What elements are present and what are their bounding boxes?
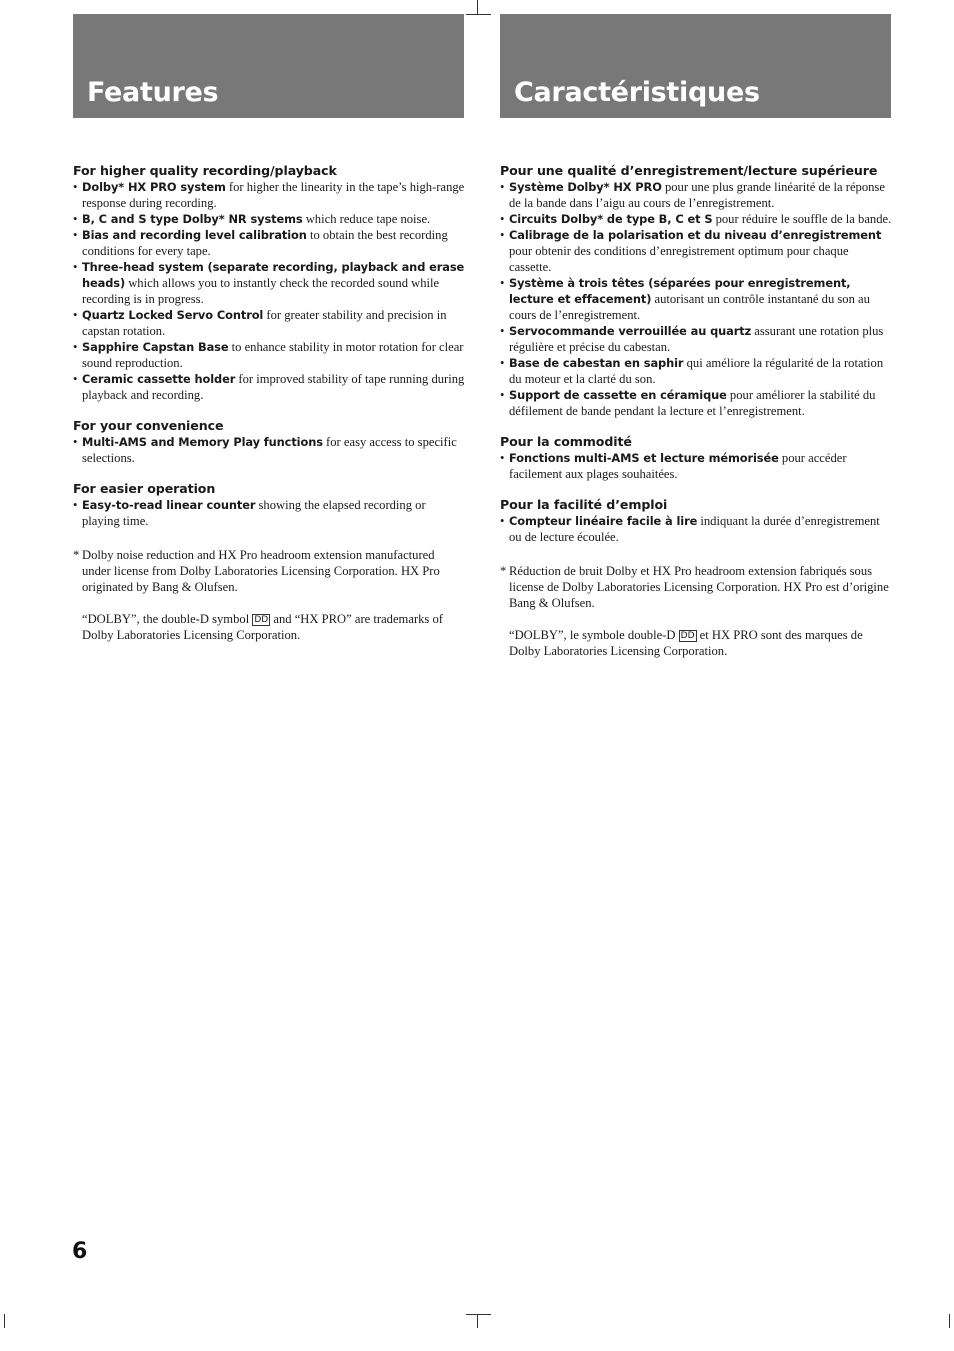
list-item <box>500 513 892 545</box>
list-item <box>73 227 465 259</box>
feature-name: Base de cabestan en saphir <box>509 356 684 370</box>
bullet-icon: • <box>73 498 78 512</box>
feature-name: Bias and recording level calibration <box>82 228 307 242</box>
features-banner <box>73 14 464 118</box>
list-item <box>73 259 465 307</box>
feature-name: Circuits Dolby* de type B, C et S <box>509 212 713 226</box>
page-number: 6 <box>72 1239 88 1264</box>
feature-description: for greater stability and precision in capstan rotation. <box>82 308 447 338</box>
feature-name: Quartz Locked Servo Control <box>82 308 264 322</box>
feature-name: Fonctions multi-AMS et lecture mémorisée <box>509 451 779 465</box>
crop-mark-left <box>4 1314 5 1328</box>
feature-description: assurant une rotation plus régulière et précise du cabestan. <box>509 324 884 354</box>
section-heading: Pour la facilité d’emploi <box>500 497 668 512</box>
footnote <box>500 563 892 659</box>
feature-name: Compteur linéaire facile à lire <box>509 514 698 528</box>
bullet-icon: • <box>73 180 78 194</box>
english-column <box>73 162 465 659</box>
feature-list <box>73 179 465 403</box>
feature-description: which reduce tape noise. <box>302 212 431 226</box>
feature-list <box>73 497 465 529</box>
footnote-marker: * <box>500 564 507 578</box>
feature-name: Three-head system (separate recording, playback and erase heads) <box>82 260 465 290</box>
crop-mark-right <box>949 1314 950 1328</box>
footnote-text: Dolby noise reduction and HX Pro headroom extension manufactured under license from Dolby Laboratories Licensing Corporation. HX Pro originated by Bang & Olufsen. <box>82 548 440 594</box>
list-item <box>500 355 892 387</box>
section-heading: Pour la commodité <box>500 434 632 449</box>
feature-section <box>73 162 465 403</box>
feature-description: qui améliore la régularité de la rotation du moteur et la clarté du son. <box>509 356 884 386</box>
feature-description: to enhance stability in motor rotation for clear sound reproduction. <box>82 340 464 370</box>
bullet-icon: • <box>500 356 505 370</box>
feature-name: B, C and S type Dolby* NR systems <box>82 212 303 226</box>
list-item <box>500 450 892 482</box>
feature-section <box>500 496 892 545</box>
bullet-icon: • <box>500 451 505 465</box>
bullet-icon: • <box>500 388 505 402</box>
section-heading: Pour une qualité d’enregistrement/lecture supérieure <box>500 163 878 178</box>
dolby-dd-icon: DD <box>680 631 695 641</box>
feature-description: to obtain the best recording conditions for every tape. <box>82 228 448 258</box>
list-item <box>73 497 465 529</box>
list-item <box>73 307 465 339</box>
footnote <box>73 547 465 643</box>
feature-name: Dolby* HX PRO system <box>82 180 226 194</box>
bullet-icon: • <box>73 308 78 322</box>
feature-description: for easy access to specific selections. <box>82 435 457 465</box>
footnote-marker: * <box>73 548 80 562</box>
bullet-icon: • <box>73 340 78 354</box>
feature-description: pour réduire le souffle de la bande. <box>712 212 892 226</box>
feature-description: pour obtenir des conditions d’enregistrement optimum pour chaque cassette. <box>509 244 849 274</box>
feature-section <box>73 417 465 466</box>
bullet-icon: • <box>500 228 505 242</box>
page-title-fr: Caractéristiques <box>514 77 760 108</box>
feature-description: for improved stability of tape running during playback and recording. <box>82 372 465 402</box>
feature-name: Multi-AMS and Memory Play functions <box>82 435 323 449</box>
feature-description: indiquant la durée d’enregistrement ou de lecture écoulée. <box>509 514 880 544</box>
feature-name: Ceramic cassette holder <box>82 372 236 386</box>
bullet-icon: • <box>500 212 505 226</box>
feature-name: Easy-to-read linear counter <box>82 498 256 512</box>
feature-description: pour améliorer la stabilité du défilement de bande pendant la lecture et l’enregistrement. <box>509 388 876 418</box>
feature-name: Calibrage de la polarisation et du niveau d’enregistrement <box>509 228 882 242</box>
bullet-icon: • <box>73 228 78 242</box>
caracteristiques-banner <box>500 14 891 118</box>
feature-section <box>500 433 892 482</box>
crop-mark-top <box>477 0 478 14</box>
feature-name: Système à trois têtes (séparées pour enregistrement, lecture et effacement) <box>509 276 851 306</box>
french-column <box>500 162 892 675</box>
bullet-icon: • <box>73 260 78 274</box>
bullet-icon: • <box>500 514 505 528</box>
feature-name: Système Dolby* HX PRO <box>509 180 662 194</box>
crop-mark-top-h <box>466 14 491 15</box>
bullet-icon: • <box>73 372 78 386</box>
bullet-icon: • <box>73 212 78 226</box>
feature-name: Servocommande verrouillée au quartz <box>509 324 752 338</box>
feature-list <box>500 450 892 482</box>
list-item <box>73 371 465 403</box>
list-item <box>500 179 892 211</box>
list-item <box>500 227 892 275</box>
feature-name: Sapphire Capstan Base <box>82 340 229 354</box>
list-item <box>500 211 892 227</box>
feature-list <box>73 434 465 466</box>
crop-mark-bottom <box>477 1314 478 1328</box>
feature-description: autorisant un contrôle instantané du son au cours de l’enregistrement. <box>509 292 870 322</box>
feature-list <box>500 513 892 545</box>
feature-description: pour une plus grande linéarité de la réponse de la bande dans l’aigu au cours de l’enregistrement. <box>509 180 885 210</box>
trademark-text: “DOLBY”, le symbole double-D DD et HX PRO sont des marques de Dolby Laboratories Licensing Corporation. <box>509 628 863 658</box>
french-sections <box>500 162 892 545</box>
feature-description: for higher the linearity in the tape’s high-range response during recording. <box>82 180 465 210</box>
crop-mark-bottom-h <box>466 1314 491 1315</box>
section-heading: For higher quality recording/playback <box>73 163 337 178</box>
bullet-icon: • <box>500 276 505 290</box>
dolby-dd-icon: DD <box>254 615 269 625</box>
trademark-text: “DOLBY”, the double-D symbol DD and “HX PRO” are trademarks of Dolby Laboratories Licensing Corporation. <box>82 612 443 642</box>
feature-section <box>500 162 892 419</box>
footnote-text: Réduction de bruit Dolby et HX Pro headroom extension fabriqués sous license de Dolby Laboratories Licensing Corporation. HX Pro est d’origine Bang & Olufsen. <box>509 564 889 610</box>
list-item <box>73 211 465 227</box>
feature-description: which allows you to instantly check the recorded sound while recording is in progress. <box>82 276 440 306</box>
bullet-icon: • <box>500 180 505 194</box>
list-item <box>500 387 892 419</box>
feature-description: pour accéder facilement aux plages souhaitées. <box>509 451 847 481</box>
list-item <box>73 179 465 211</box>
section-heading: For easier operation <box>73 481 216 496</box>
list-item <box>73 339 465 371</box>
bullet-icon: • <box>73 435 78 449</box>
list-item <box>500 275 892 323</box>
list-item <box>500 323 892 355</box>
english-sections <box>73 162 465 529</box>
feature-section <box>73 480 465 529</box>
page-title-en: Features <box>87 77 219 108</box>
section-heading: For your convenience <box>73 418 224 433</box>
feature-description: showing the elapsed recording or playing time. <box>82 498 426 528</box>
list-item <box>73 434 465 466</box>
feature-name: Support de cassette en céramique <box>509 388 727 402</box>
feature-list <box>500 179 892 419</box>
bullet-icon: • <box>500 324 505 338</box>
